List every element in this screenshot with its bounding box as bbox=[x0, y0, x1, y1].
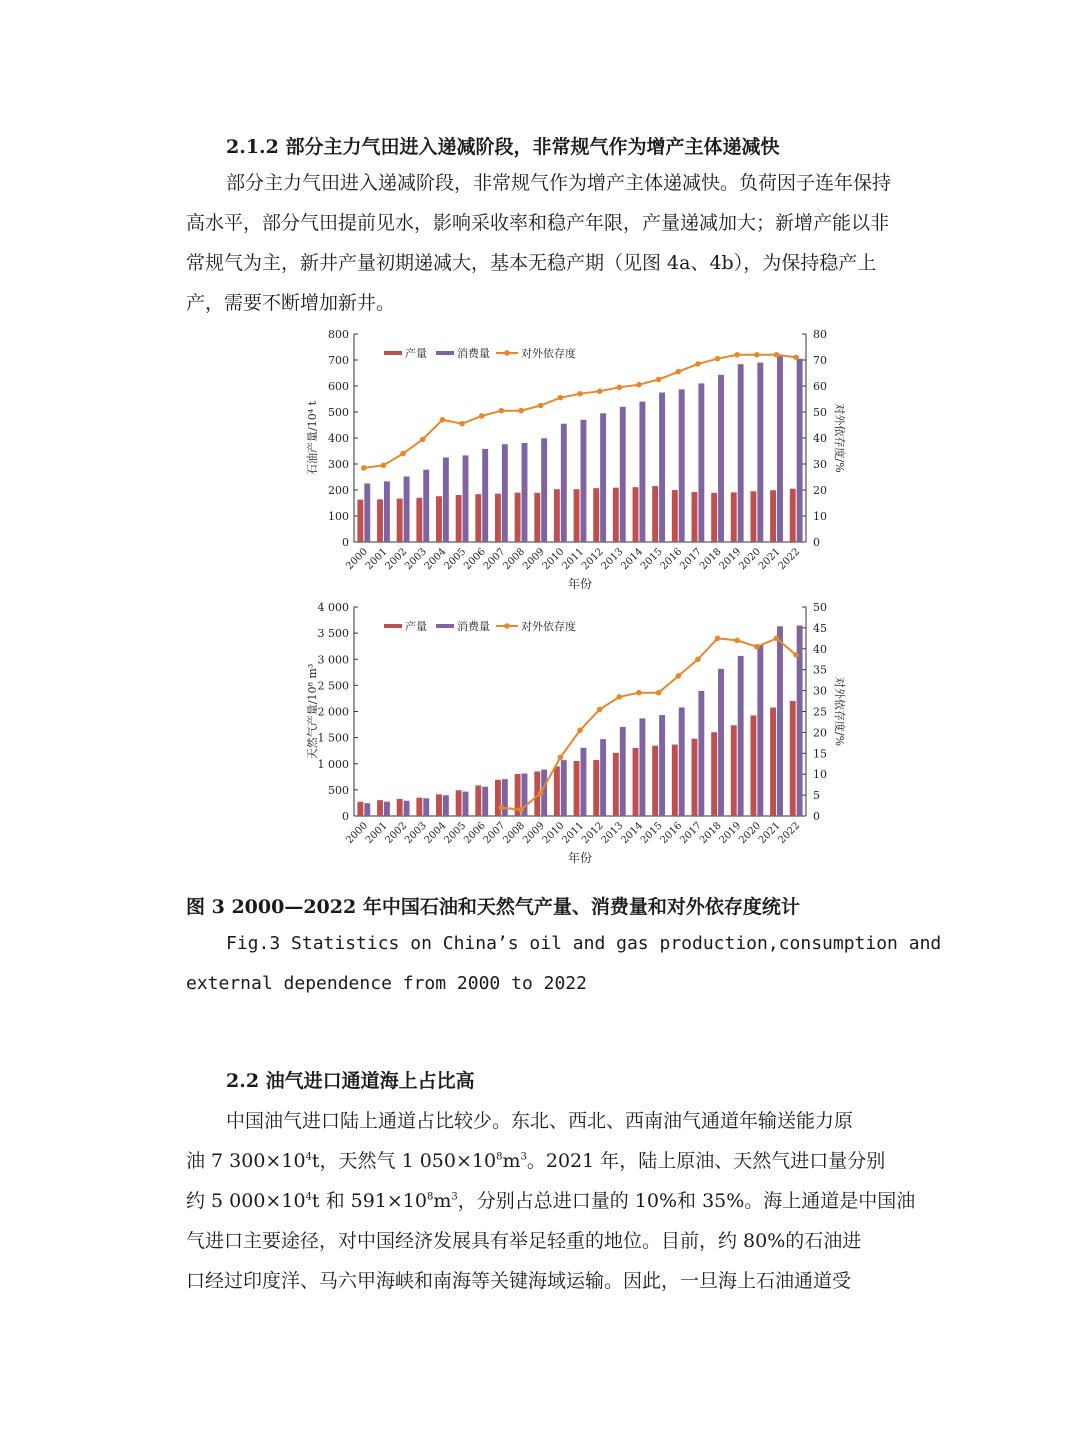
dependence-point bbox=[675, 369, 681, 375]
bar-production bbox=[593, 760, 599, 816]
dependence-point bbox=[734, 352, 740, 358]
figure-3 bbox=[290, 322, 850, 882]
bar-production bbox=[711, 732, 717, 816]
x-tick-label: 2005 bbox=[442, 546, 469, 573]
bar-consumption bbox=[777, 356, 783, 542]
dependence-point bbox=[381, 463, 387, 469]
paragraph-line-2: 油 7 $300\times 10^4t$，天然气 1 $050\times 10^8m^3$。2021 年，陆上原油、天然气进口量分别 bbox=[186, 1150, 886, 1172]
bar-production bbox=[790, 701, 796, 816]
x-tick-label: 2007 bbox=[481, 546, 508, 573]
dependence-point bbox=[754, 644, 760, 650]
x-tick-label: 2003 bbox=[403, 546, 429, 573]
section-heading-2-1-2: 2.1.2 部分主力气田进入递减阶段，非常规气作为增产主体递减快 bbox=[226, 136, 780, 158]
bar-production bbox=[711, 493, 717, 542]
bar-production bbox=[652, 486, 658, 542]
bar-consumption bbox=[600, 739, 606, 816]
x-tick-label: 2014 bbox=[619, 820, 646, 847]
bar-production bbox=[731, 492, 737, 542]
y-axis-title: 天然气产量/10⁸ m³ bbox=[306, 663, 319, 760]
x-tick-label: 2003 bbox=[403, 820, 429, 847]
y2-axis-title: 对外依存度/% bbox=[833, 403, 846, 473]
bar-production bbox=[377, 499, 383, 542]
bar-consumption bbox=[600, 413, 606, 542]
y2-tick-label: 5 bbox=[813, 789, 820, 803]
bar-production bbox=[672, 490, 678, 542]
y-tick-label: 700 bbox=[328, 354, 349, 367]
dependence-point bbox=[636, 690, 642, 696]
bar-consumption bbox=[522, 443, 528, 542]
legend-swatch-production bbox=[384, 624, 402, 628]
bar-production bbox=[397, 499, 403, 542]
dependence-point bbox=[656, 690, 662, 696]
y-axis-title: 石油产量/10⁴ t bbox=[306, 400, 319, 476]
bar-consumption bbox=[443, 795, 449, 816]
y-tick-label: 3 000 bbox=[317, 653, 349, 667]
dependence-point bbox=[734, 638, 740, 644]
bar-consumption bbox=[561, 424, 567, 542]
y-tick-label: 4 000 bbox=[317, 601, 349, 614]
x-tick-label: 2012 bbox=[579, 546, 606, 573]
dependence-point bbox=[695, 361, 701, 367]
bar-production bbox=[633, 748, 639, 816]
dependence-point bbox=[636, 382, 642, 388]
x-tick-label: 2014 bbox=[619, 546, 646, 573]
bar-consumption bbox=[541, 438, 547, 542]
y-tick-label: 1 000 bbox=[317, 757, 349, 771]
bar-production bbox=[593, 488, 599, 542]
dependence-point bbox=[499, 805, 505, 811]
dependence-point bbox=[538, 403, 544, 409]
x-tick-label: 2000 bbox=[344, 820, 370, 847]
bar-consumption bbox=[384, 481, 390, 542]
figure-caption-en-line1: Fig.3 Statistics on China’s oil and gas production,consumption and bbox=[226, 933, 942, 954]
bar-consumption bbox=[443, 458, 449, 543]
bar-consumption bbox=[679, 707, 685, 816]
x-tick-label: 2002 bbox=[383, 820, 410, 847]
bar-consumption bbox=[698, 383, 704, 542]
legend-label-production: 产量 bbox=[405, 620, 427, 633]
y2-tick-label: 45 bbox=[813, 621, 827, 635]
bar-consumption bbox=[639, 402, 645, 542]
x-tick-label: 2012 bbox=[579, 820, 606, 847]
x-tick-label: 2009 bbox=[521, 820, 547, 847]
y-tick-label: 2 500 bbox=[317, 679, 349, 693]
y2-tick-label: 15 bbox=[813, 747, 827, 761]
dependence-point bbox=[518, 807, 524, 813]
bar-production bbox=[750, 491, 756, 542]
figure-caption-en-line2: external dependence from 2000 to 2022 bbox=[186, 973, 587, 994]
bar-consumption bbox=[718, 669, 724, 816]
y-tick-label: 800 bbox=[328, 328, 349, 341]
bar-consumption bbox=[797, 359, 803, 542]
y2-tick-label: 35 bbox=[813, 663, 827, 677]
bar-consumption bbox=[561, 760, 567, 816]
y-tick-label: 2 000 bbox=[317, 705, 349, 719]
dependence-point bbox=[617, 385, 623, 391]
legend-label-dependence: 对外依存度 bbox=[521, 347, 576, 360]
y-tick-label: 0 bbox=[342, 810, 349, 823]
x-tick-label: 2006 bbox=[462, 820, 488, 847]
bar-consumption bbox=[738, 364, 744, 542]
bar-production bbox=[475, 785, 481, 816]
dependence-point bbox=[754, 352, 760, 358]
dependence-point bbox=[597, 707, 603, 713]
x-tick-label: 2020 bbox=[737, 820, 763, 847]
bar-consumption bbox=[404, 801, 410, 816]
bar-production bbox=[397, 799, 403, 816]
y2-tick-label: 10 bbox=[813, 768, 827, 782]
dependence-point bbox=[558, 755, 564, 761]
bar-production bbox=[377, 800, 383, 816]
bar-consumption bbox=[581, 748, 587, 816]
paragraph-line-1: 中国油气进口陆上通道占比较少。东北、西北、西南油气通道年输送能力原 bbox=[226, 1110, 854, 1132]
y2-tick-label: 50 bbox=[813, 601, 827, 614]
bar-production bbox=[416, 498, 422, 542]
bar-production bbox=[436, 794, 442, 816]
bar-consumption bbox=[423, 470, 429, 542]
y2-tick-label: 50 bbox=[813, 406, 827, 419]
bar-consumption bbox=[482, 449, 488, 542]
x-tick-label: 2010 bbox=[540, 546, 567, 573]
y-tick-label: 3 500 bbox=[317, 627, 349, 641]
bar-production bbox=[357, 802, 363, 816]
bar-production bbox=[574, 761, 580, 816]
section-paragraph-2-1-2: 部分主力气田进入递减阶段，非常规气作为增产主体递减快。负荷因子连年保持高水平，部分气田提前见水，影响采收率和稳产年限，产量递减加大；新增产能以非常规气为主，新井产量初期递减大，基本无稳产期（见图 4a、4b），为保持稳产上产，需要不断增加新井。 bbox=[186, 172, 892, 314]
bar-consumption bbox=[620, 727, 626, 816]
bar-production bbox=[574, 489, 580, 542]
legend-swatch-consumption bbox=[436, 624, 454, 628]
bar-production bbox=[554, 766, 560, 816]
legend-label-dependence: 对外依存度 bbox=[521, 620, 576, 633]
x-axis-title: 年份 bbox=[567, 577, 593, 591]
x-tick-label: 2010 bbox=[540, 820, 567, 847]
legend-label-consumption: 消费量 bbox=[457, 347, 490, 360]
dependence-point bbox=[420, 437, 426, 443]
x-tick-label: 2017 bbox=[678, 546, 705, 573]
x-tick-label: 2011 bbox=[560, 546, 587, 573]
bar-production bbox=[515, 493, 521, 542]
y2-tick-label: 30 bbox=[813, 458, 827, 471]
bar-production bbox=[770, 490, 776, 542]
bar-production bbox=[436, 496, 442, 542]
x-tick-label: 2004 bbox=[422, 820, 449, 847]
x-tick-label: 2002 bbox=[383, 546, 410, 573]
dependence-point bbox=[793, 355, 799, 361]
bar-production bbox=[613, 488, 619, 542]
y-tick-label: 500 bbox=[328, 783, 349, 797]
dependence-point bbox=[577, 391, 583, 397]
x-tick-label: 2022 bbox=[776, 546, 803, 573]
y2-tick-label: 0 bbox=[813, 810, 820, 823]
bar-consumption bbox=[679, 389, 685, 542]
y2-tick-label: 40 bbox=[813, 642, 827, 656]
figure-caption-cn: 图 3 2000—2022 年中国石油和天然气产量、消费量和对外依存度统计 bbox=[186, 896, 800, 918]
x-tick-label: 2020 bbox=[737, 546, 763, 573]
bar-consumption bbox=[364, 803, 370, 816]
x-tick-label: 2011 bbox=[560, 820, 587, 847]
dependence-point bbox=[440, 417, 446, 423]
x-tick-label: 2013 bbox=[599, 820, 626, 847]
bar-production bbox=[456, 790, 462, 816]
bar-production bbox=[416, 798, 422, 816]
dependence-point bbox=[558, 395, 564, 401]
dependence-point bbox=[617, 694, 623, 700]
y2-tick-label: 30 bbox=[813, 684, 827, 698]
gas-chart bbox=[305, 601, 847, 865]
bar-production bbox=[770, 708, 776, 816]
paragraph-line-4: 气进口主要途径，对中国经济发展具有举足轻重的地位。目前，约 80%的石油进 bbox=[186, 1230, 862, 1252]
bar-production bbox=[456, 495, 462, 542]
dependence-point bbox=[400, 451, 406, 457]
y-tick-label: 0 bbox=[342, 536, 349, 549]
x-tick-label: 2019 bbox=[717, 820, 744, 847]
bar-consumption bbox=[659, 393, 665, 543]
x-tick-label: 2019 bbox=[717, 546, 744, 573]
dependence-point bbox=[774, 352, 780, 358]
y2-tick-label: 0 bbox=[813, 536, 820, 549]
bar-consumption bbox=[620, 407, 626, 542]
x-tick-label: 2016 bbox=[658, 546, 685, 573]
dependence-point bbox=[479, 413, 485, 419]
paragraph-line-3: 约 5 $000\times 10^4t$ 和 $591\times 10^8m^3$，分别占总进口量的 10%和 35%。海上通道是中国油 bbox=[186, 1190, 916, 1212]
x-axis-title: 年份 bbox=[567, 851, 593, 865]
bar-production bbox=[672, 745, 678, 816]
dependence-point bbox=[361, 465, 367, 471]
bar-consumption bbox=[463, 455, 469, 542]
y2-tick-label: 20 bbox=[813, 484, 827, 497]
legend-swatch-production bbox=[384, 351, 402, 355]
x-tick-label: 2016 bbox=[658, 820, 685, 847]
x-tick-label: 2021 bbox=[756, 820, 783, 847]
x-tick-label: 2008 bbox=[501, 546, 528, 573]
legend-label-consumption: 消费量 bbox=[457, 620, 490, 633]
bar-consumption bbox=[463, 792, 469, 816]
bar-production bbox=[790, 489, 796, 542]
bar-production bbox=[554, 489, 560, 542]
legend-swatch-dependence-marker bbox=[504, 350, 510, 356]
oil-chart bbox=[305, 328, 847, 591]
bar-production bbox=[652, 746, 658, 816]
bar-production bbox=[692, 492, 698, 542]
y-tick-label: 600 bbox=[328, 380, 349, 393]
y-tick-label: 300 bbox=[328, 458, 349, 471]
dependence-point bbox=[518, 408, 524, 414]
bar-consumption bbox=[698, 691, 704, 816]
y-tick-label: 200 bbox=[328, 484, 349, 497]
y2-tick-label: 80 bbox=[813, 328, 827, 341]
dependence-point bbox=[715, 636, 721, 642]
bar-production bbox=[750, 715, 756, 816]
legend-swatch-consumption bbox=[436, 351, 454, 355]
y2-axis-title: 对外依存度/% bbox=[833, 676, 846, 747]
x-tick-label: 2013 bbox=[599, 546, 626, 573]
dependence-point bbox=[695, 656, 701, 662]
x-tick-label: 2018 bbox=[697, 820, 724, 847]
legend-swatch-dependence-marker bbox=[504, 623, 510, 629]
dependence-point bbox=[538, 790, 544, 796]
y-tick-label: 400 bbox=[328, 432, 349, 445]
bar-consumption bbox=[423, 798, 429, 816]
bar-consumption bbox=[581, 420, 587, 542]
x-tick-label: 2007 bbox=[481, 820, 508, 847]
bar-consumption bbox=[404, 476, 410, 542]
y2-tick-label: 60 bbox=[813, 380, 827, 393]
legend-label-production: 产量 bbox=[405, 347, 427, 360]
x-tick-label: 2017 bbox=[678, 820, 705, 847]
bar-consumption bbox=[738, 656, 744, 816]
bar-consumption bbox=[639, 718, 645, 816]
dependence-point bbox=[656, 377, 662, 383]
x-tick-label: 2021 bbox=[756, 546, 783, 573]
bar-consumption bbox=[659, 715, 665, 816]
dependence-point bbox=[793, 652, 799, 658]
dependence-point bbox=[774, 636, 780, 642]
x-tick-label: 2009 bbox=[521, 546, 547, 573]
bar-consumption bbox=[384, 802, 390, 816]
bar-production bbox=[495, 494, 501, 542]
section-heading-2-2: 2.2 油气进口通道海上占比高 bbox=[226, 1070, 475, 1092]
x-tick-label: 2008 bbox=[501, 820, 528, 847]
bar-consumption bbox=[757, 363, 763, 542]
dependence-point bbox=[577, 728, 583, 734]
x-tick-label: 2015 bbox=[638, 546, 665, 573]
bar-consumption bbox=[502, 779, 508, 816]
x-tick-label: 2018 bbox=[697, 546, 724, 573]
paragraph-line-5: 口经过印度洋、马六甲海峡和南海等关键海域运输。因此，一旦海上石油通道受 bbox=[186, 1270, 852, 1292]
x-tick-label: 2015 bbox=[638, 820, 665, 847]
y-tick-label: 1 500 bbox=[317, 731, 349, 745]
bar-consumption bbox=[364, 484, 370, 543]
x-tick-label: 2001 bbox=[363, 546, 390, 573]
y-tick-label: 100 bbox=[328, 510, 349, 523]
bar-production bbox=[495, 780, 501, 816]
x-tick-label: 2005 bbox=[442, 820, 469, 847]
bar-consumption bbox=[482, 787, 488, 816]
dependence-line bbox=[364, 355, 796, 468]
dependence-point bbox=[499, 408, 505, 414]
dependence-point bbox=[675, 673, 681, 679]
x-tick-label: 2022 bbox=[776, 820, 803, 847]
x-tick-label: 2001 bbox=[363, 820, 390, 847]
dependence-point bbox=[597, 388, 603, 394]
bar-production bbox=[357, 500, 363, 542]
bar-production bbox=[731, 725, 737, 816]
bar-production bbox=[633, 487, 639, 542]
bar-consumption bbox=[502, 444, 508, 542]
dependence-point bbox=[459, 421, 465, 427]
x-tick-label: 2000 bbox=[344, 546, 370, 573]
bar-production bbox=[475, 494, 481, 542]
y2-tick-label: 10 bbox=[813, 510, 827, 523]
bar-production bbox=[613, 753, 619, 816]
y-tick-label: 500 bbox=[328, 406, 349, 419]
bar-production bbox=[692, 739, 698, 816]
y2-tick-label: 40 bbox=[813, 432, 827, 445]
bar-consumption bbox=[718, 375, 724, 542]
y2-tick-label: 20 bbox=[813, 726, 827, 740]
x-tick-label: 2004 bbox=[422, 546, 449, 573]
x-tick-label: 2006 bbox=[462, 546, 488, 573]
y2-tick-label: 70 bbox=[813, 354, 827, 367]
y2-tick-label: 25 bbox=[813, 705, 827, 719]
bar-production bbox=[534, 493, 540, 542]
dependence-point bbox=[715, 356, 721, 362]
bar-consumption bbox=[777, 626, 783, 816]
bar-consumption bbox=[757, 645, 763, 816]
